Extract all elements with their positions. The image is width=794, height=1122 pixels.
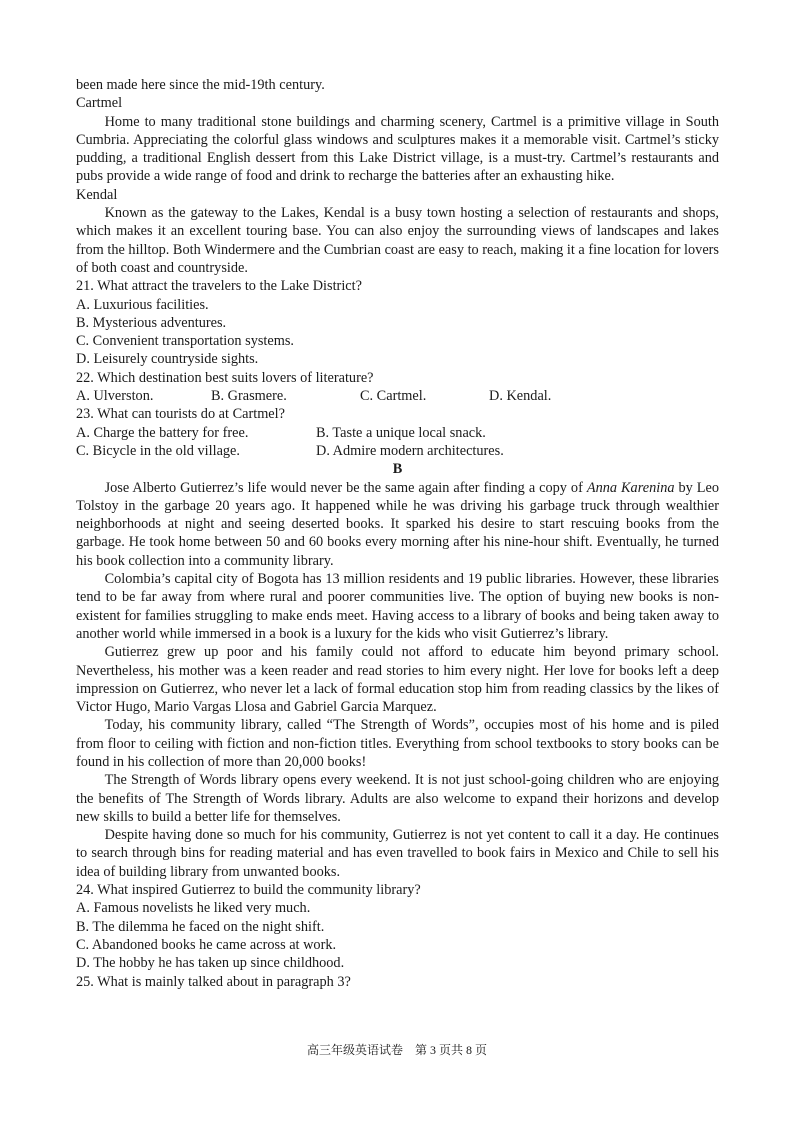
option-c: C. Bicycle in the old village. <box>76 442 240 459</box>
passage-b-paragraph-4: Today, his community library, called “The Strength of Words”, occupies most of his home and is piled from floor to ceiling with fiction and non-fiction titles. Everything from school textbooks to story books can be found in his collection of more than 20,000 books! <box>76 717 719 770</box>
question-24 <box>76 881 719 972</box>
option-d: D. Admire modern architectures. <box>316 442 504 459</box>
passage-b-paragraph-5: The Strength of Words library opens every weekend. It is not just school-going children who are enjoying the benefits of The Strength of Words library. Adults are also welcome to expand their horizons and develop new skills to build a better life for themselves. <box>76 772 719 825</box>
question-22 <box>76 369 719 406</box>
option-d: D. The hobby he has taken up since childhood. <box>76 955 345 972</box>
section-b-heading: B <box>392 461 403 478</box>
option-a: A. Famous novelists he liked very much. <box>76 900 311 917</box>
passage-b-paragraph-2: Colombia’s capital city of Bogota has 13 million residents and 19 public libraries. However, these libraries tend to be far away from where rural and poorer communities live. The option of buying new books is non-existent for families struggling to make ends meet. Having access to a library of books and being taken away to another world while immersed in a book is a luxury for the kids who visit Gutierrez’s library. <box>76 571 719 642</box>
p1-text-before: Jose Alberto Gutierrez’s life would never be the same again after finding a copy of <box>104 479 587 496</box>
question-21 <box>76 277 719 368</box>
options-row <box>76 387 719 405</box>
passage-b-paragraph-1 <box>76 479 719 570</box>
question-stem: 23. What can tourists do at Cartmel? <box>76 406 285 423</box>
question-23 <box>76 405 719 460</box>
question-stem: 22. Which destination best suits lovers of literature? <box>76 369 374 386</box>
cartmel-paragraph: Home to many traditional stone buildings and charming scenery, Cartmel is a primitive village in South Cumbria. Appreciating the colorful glass windows and sculptures makes it a memorable visit. Cartmel’s sticky pudding, a traditional English dessert from this Lake District village, is a must-try. Cartmel’s restaurants and pubs provide a wide range of food and drink to recharge the batteries after an exhausting hike. <box>76 113 719 185</box>
option-c: C. Cartmel. <box>360 388 427 405</box>
option-b: B. The dilemma he faced on the night shift. <box>76 918 325 935</box>
options-row <box>76 442 719 460</box>
option-b: B. Taste a unique local snack. <box>316 424 486 441</box>
book-title: Anna Karenina <box>586 479 675 496</box>
question-stem: 25. What is mainly talked about in paragraph 3? <box>76 973 351 990</box>
question-stem: 21. What attract the travelers to the Lake District? <box>76 278 362 295</box>
question-25 <box>76 973 719 991</box>
option-a: A. Luxurious facilities. <box>76 296 209 313</box>
kendal-heading: Kendal <box>76 186 118 203</box>
option-c: C. Abandoned books he came across at work. <box>76 936 337 953</box>
exam-page <box>76 76 719 991</box>
passage-b-paragraph-3: Gutierrez grew up poor and his family could not afford to educate him beyond primary school. Nevertheless, his mother was a keen reader and read stories to him every night. Her love for books left a deep impression on Gutierrez, who never let a lack of formal education stop him from reading classics by the likes of Victor Hugo, Mario Vargas Llosa and Gabriel Garcia Marquez. <box>76 644 719 716</box>
cartmel-heading: Cartmel <box>76 95 123 112</box>
kendal-paragraph: Known as the gateway to the Lakes, Kendal is a busy town hosting a selection of restaurants and shops, which makes it an excellent touring base. You can also enjoy the surrounding views of landscapes and lakes from the hilltop. Both Windermere and the Cumbrian coast are easy to reach, making it a fine location for lovers of both coast and countryside. <box>76 205 719 276</box>
options-row <box>76 424 719 442</box>
p1-text-after: by Leo Tolstoy in the garbage 20 years ago. It happened while he was driving his garbage truck through wealthier neighborhoods at night and seeing deserted books. It sparked his desire to start rescuing books from the garbage. He took home between 50 and 60 books every morning after his nine-hour shift. Eventually, he turned his book collection into a community library. <box>76 479 720 569</box>
page-footer: 高三年级英语试卷 第 3 页共 8 页 <box>306 1043 487 1057</box>
option-b: B. Mysterious adventures. <box>76 314 227 331</box>
question-stem: 24. What inspired Gutierrez to build the community library? <box>76 882 421 899</box>
passage-b-paragraph-6: Despite having done so much for his community, Gutierrez is not yet content to call it a day. He continues to search through bins for reading material and has even travelled to book fairs in Mexico and Chile to sell his idea of building library from unwanted books. <box>76 827 719 880</box>
option-c: C. Convenient transportation systems. <box>76 333 295 350</box>
option-d: D. Leisurely countryside sights. <box>76 351 259 368</box>
option-a: A. Ulverston. <box>76 388 154 405</box>
passage-a-intro-line: been made here since the mid-19th century. <box>76 77 325 93</box>
option-b: B. Grasmere. <box>211 388 287 405</box>
option-d: D. Kendal. <box>489 388 552 405</box>
option-a: A. Charge the battery for free. <box>76 424 249 441</box>
